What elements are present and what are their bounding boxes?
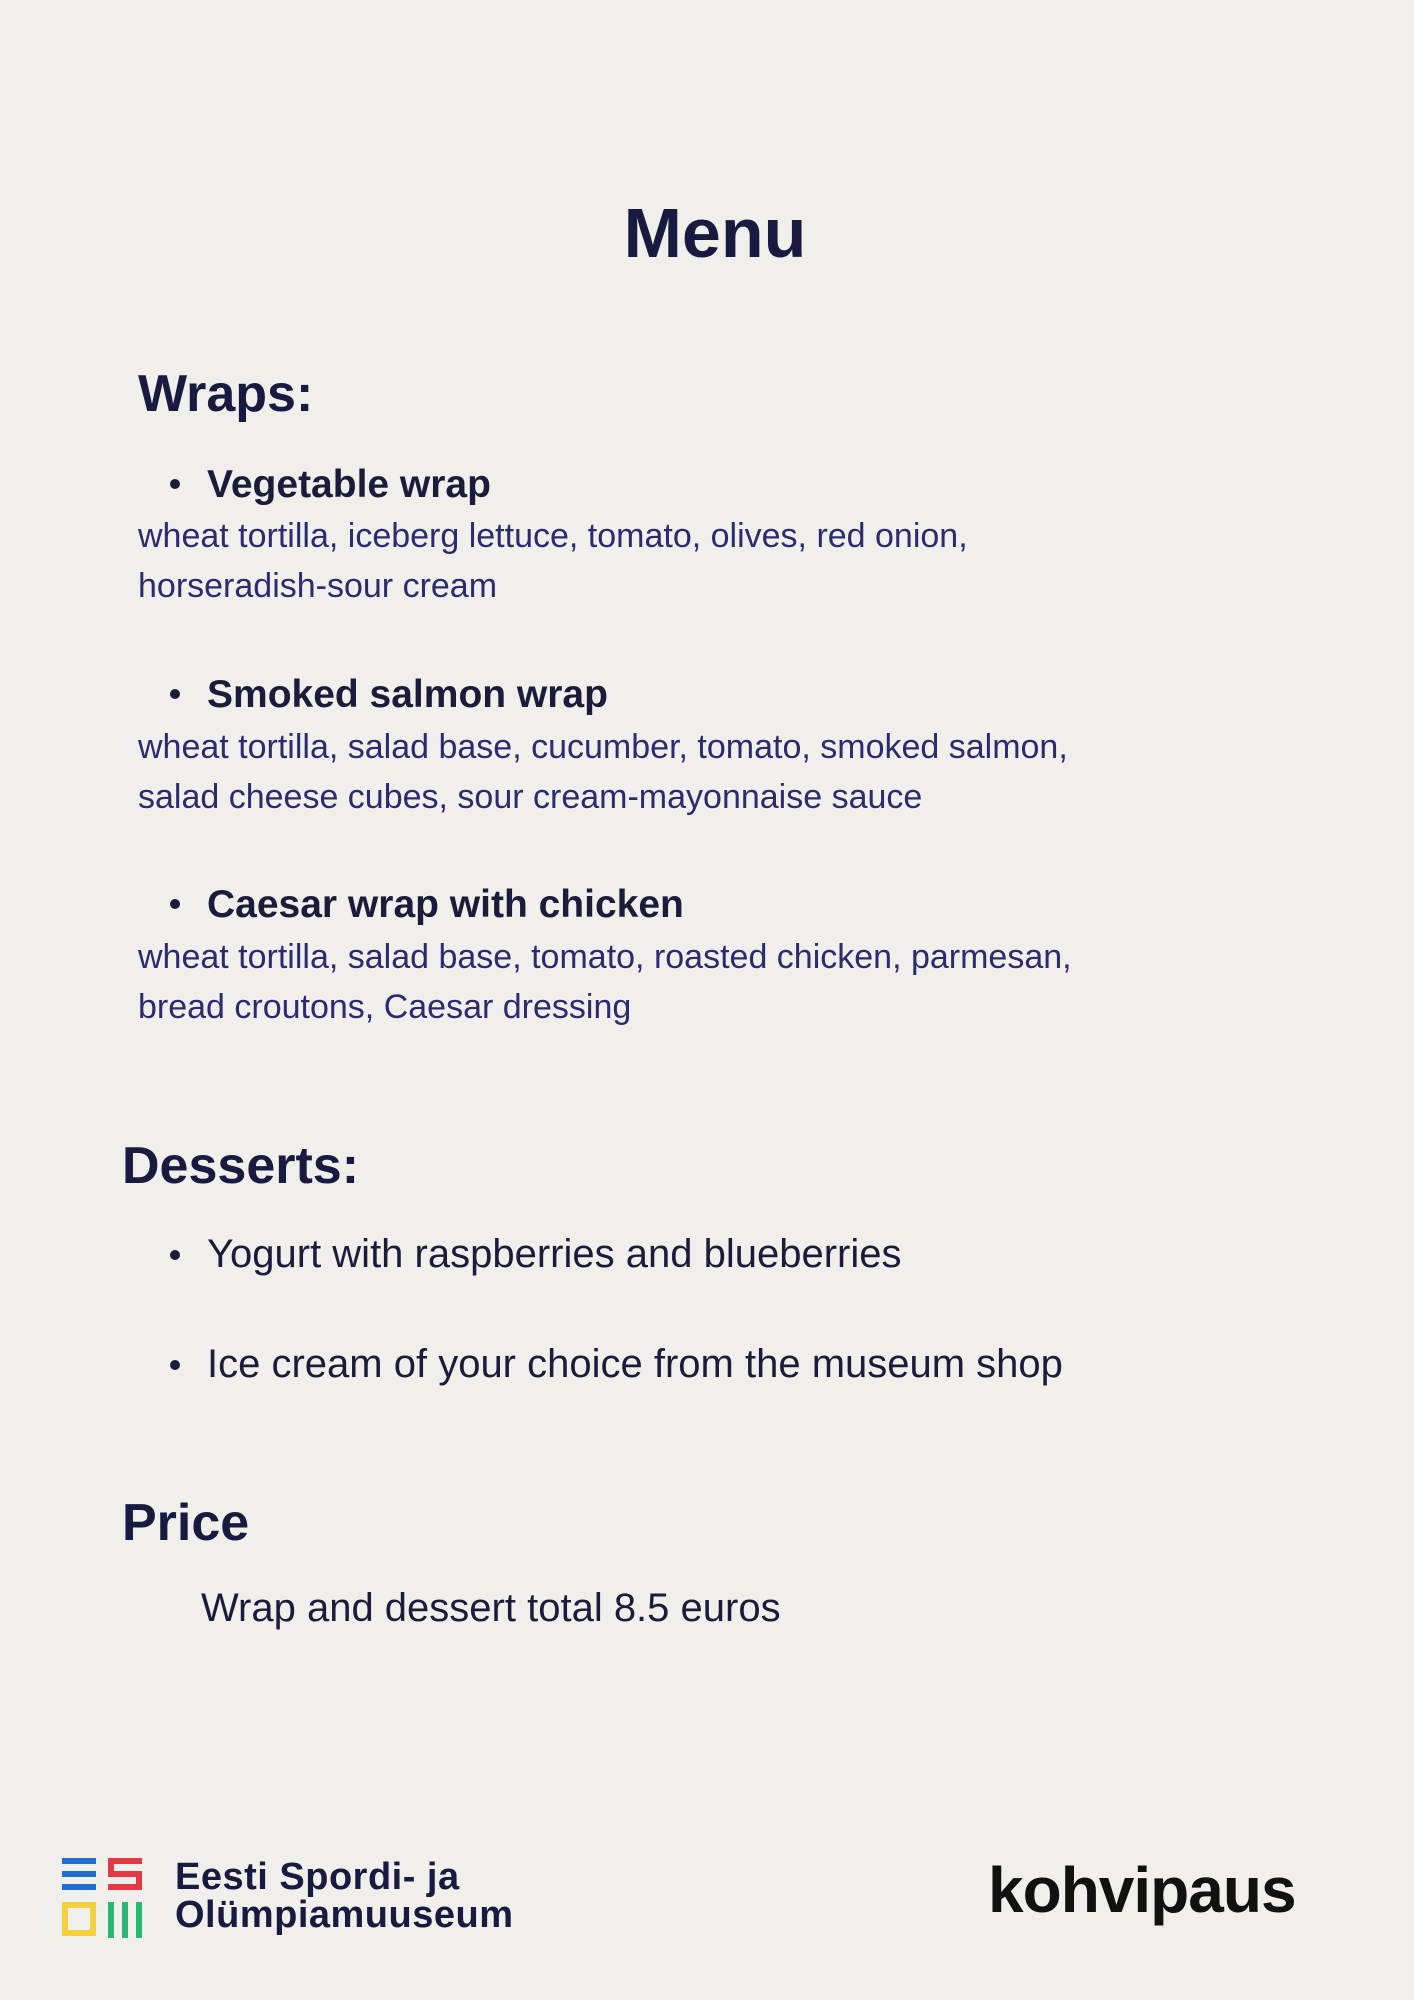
page-title: Menu xyxy=(623,194,807,272)
description-line: wheat tortilla, salad base, cucumber, tomato, smoked salmon, xyxy=(138,728,1068,766)
wraps-heading: Wraps: xyxy=(138,365,314,423)
wrap-item-name: Smoked salmon wrap xyxy=(207,673,608,716)
bullet-icon xyxy=(170,1360,180,1370)
price-heading: Price xyxy=(122,1494,250,1552)
price-text: Wrap and dessert total 8.5 euros xyxy=(201,1586,781,1630)
bullet-icon xyxy=(170,1250,180,1260)
description-line: wheat tortilla, salad base, tomato, roasted chicken, parmesan, xyxy=(138,938,1072,976)
cafe-brand-logo: kohvipaus xyxy=(988,1854,1296,1926)
description-line: wheat tortilla, iceberg lettuce, tomato, olives, red onion, xyxy=(138,517,968,555)
bullet-icon xyxy=(170,479,180,489)
wrap-item-description xyxy=(138,722,1288,822)
dessert-item: Ice cream of your choice from the museum shop xyxy=(207,1342,1063,1386)
wrap-item-description xyxy=(138,511,1288,611)
wrap-item-description xyxy=(138,932,1288,1032)
museum-name xyxy=(175,1858,514,1934)
desserts-heading: Desserts: xyxy=(122,1137,360,1195)
bullet-icon xyxy=(170,899,180,909)
description-line: salad cheese cubes, sour cream-mayonnaise sauce xyxy=(138,778,923,816)
museum-logo-icon xyxy=(62,1858,142,1938)
bullet-icon xyxy=(170,689,180,699)
description-line: horseradish-sour cream xyxy=(138,567,498,605)
wrap-item-name: Vegetable wrap xyxy=(207,463,491,506)
description-line: bread croutons, Caesar dressing xyxy=(138,988,632,1026)
museum-name-line: Olümpiamuuseum xyxy=(175,1894,514,1936)
wrap-item-name: Caesar wrap with chicken xyxy=(207,883,684,926)
dessert-item: Yogurt with raspberries and blueberries xyxy=(207,1232,902,1276)
museum-name-line: Eesti Spordi- ja xyxy=(175,1856,460,1898)
